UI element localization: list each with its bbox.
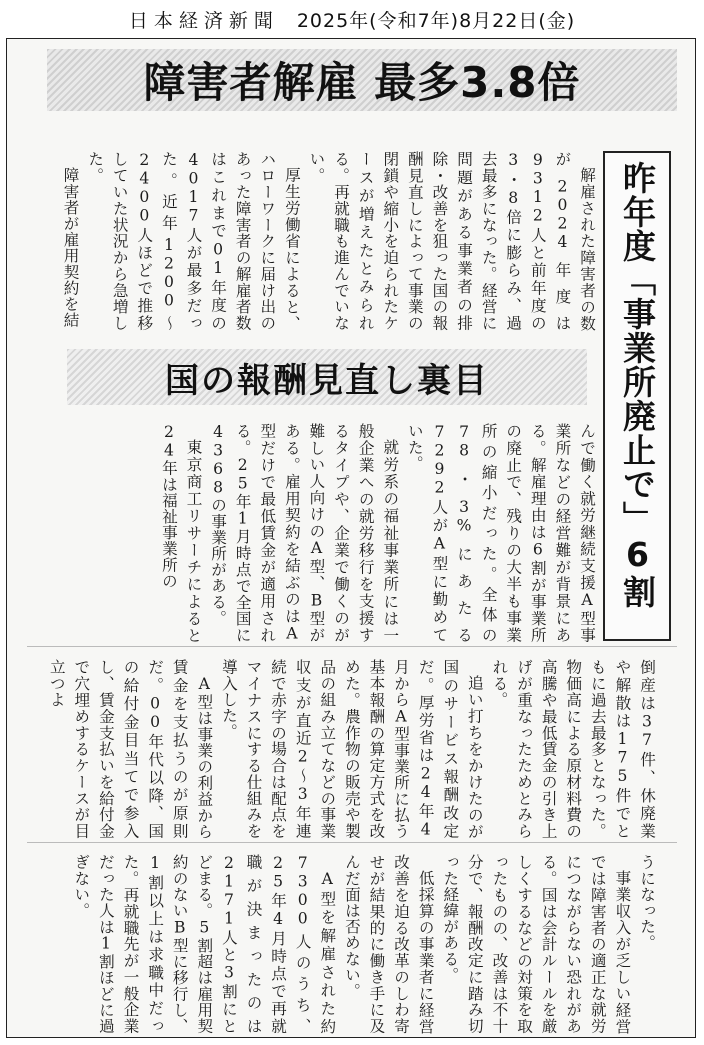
article-clipping <box>6 38 696 1038</box>
paragraph: 事業収入が乏しい経営では障害者の適正な就労につながらない恐れがある。国は会計ルールを厳しくするなどの対策を取ったものの、改善は不十分で、報酬改定に踏み切った経緯がある。 <box>441 854 632 1034</box>
headline: 障害者解雇 最多3.8倍 <box>47 49 677 111</box>
paragraph: 追い打ちをかけたのが国のサービス報酬改定だ。厚労省は24年4月からA型事業所に払う基本報酬の算定方式を改めた。農作物の販売や製品の組み立てなどの事業収支が直近2〜3年連続で赤字の場合は配点をマイナスにする仕組みを導入した。 <box>219 659 484 839</box>
article-column-3 <box>47 659 659 839</box>
divider <box>27 842 677 843</box>
side-title: 昨年度「事業所廃止で」6割 <box>618 161 657 609</box>
newspaper-name: 日本経済新聞 <box>128 9 279 32</box>
article-column-4 <box>59 854 659 1034</box>
publication-date: 2025年(令和7年)8月22日(金) <box>296 9 576 32</box>
masthead <box>0 0 704 38</box>
article-column-2 <box>119 423 599 643</box>
side-title-box <box>603 151 671 641</box>
paragraph: 東京商工リサーチによると24年は福祉事業所の <box>159 423 203 643</box>
paragraph: A型は事業の利益から賃金を支払うのが原則だ。00年代以降、国の給付金目当てで参入し、賃金支払いを給付金で穴埋めするケースが目立つよ <box>47 659 214 839</box>
paragraph: 厚生労働省によると、ハローワークに届け出のあった障害者の解雇者数はこれまで01年度の4017人が最多だった。近年1200〜2400人ほどで推移していた状況から急増した。 <box>86 151 301 331</box>
paragraph: 倒産は37件、休廃業や解散は175件でともに過去最多となった。物価高による原材料費の高騰や最低賃金の引き上げが重なったためとみられる。 <box>490 659 656 839</box>
divider <box>27 646 677 647</box>
paragraph: A型を解雇された約7300人のうち、25年4月時点で再就職が決まったのは2171人と3割にとどまる。5割超は雇用契約のないB型に移行し、1割以上は求職中だった。再就職先が一般企業だった人は1割ほどに過ぎない。 <box>72 854 337 1034</box>
paragraph: んで働く就労継続支援A型事業所などの経営難が背景にある。解雇理由は6割が事業所の廃止で、残りの大半も事業所の縮小だった。全体の78・3%にあたる7292人がA型に勤めていた。 <box>405 423 596 643</box>
paragraph: 就労系の福祉事業所には一般企業への就労移行を支援するタイプや、企業で働くのが難しい人向けのA型、B型がある。雇用契約を結ぶのはA型だけで最低賃金が適用される。25年1月時点で全国に4368の事業所がある。 <box>209 423 400 643</box>
paragraph: 障害者が雇用契約を結 <box>61 166 80 328</box>
subheadline: 国の報酬見直し裏目 <box>67 349 587 405</box>
paragraph: 解雇された障害者の数が2024年度は9312人と前年度の3・8倍に膨らみ、過去最多になった。経営に問題がある事業者の排除・改善を狙った国の報酬見直しによって事業の閉鎖や縮小を迫られたケースが増えたとみられる。再就職も進んでいない。 <box>307 151 596 331</box>
article-column-1 <box>61 151 599 331</box>
paragraph: 低採算の事業者に経営改善を迫る改革のしわ寄せが結果的に働き手に及んだ面は否めない。 <box>342 854 435 1034</box>
paragraph: うになった。 <box>638 854 656 951</box>
